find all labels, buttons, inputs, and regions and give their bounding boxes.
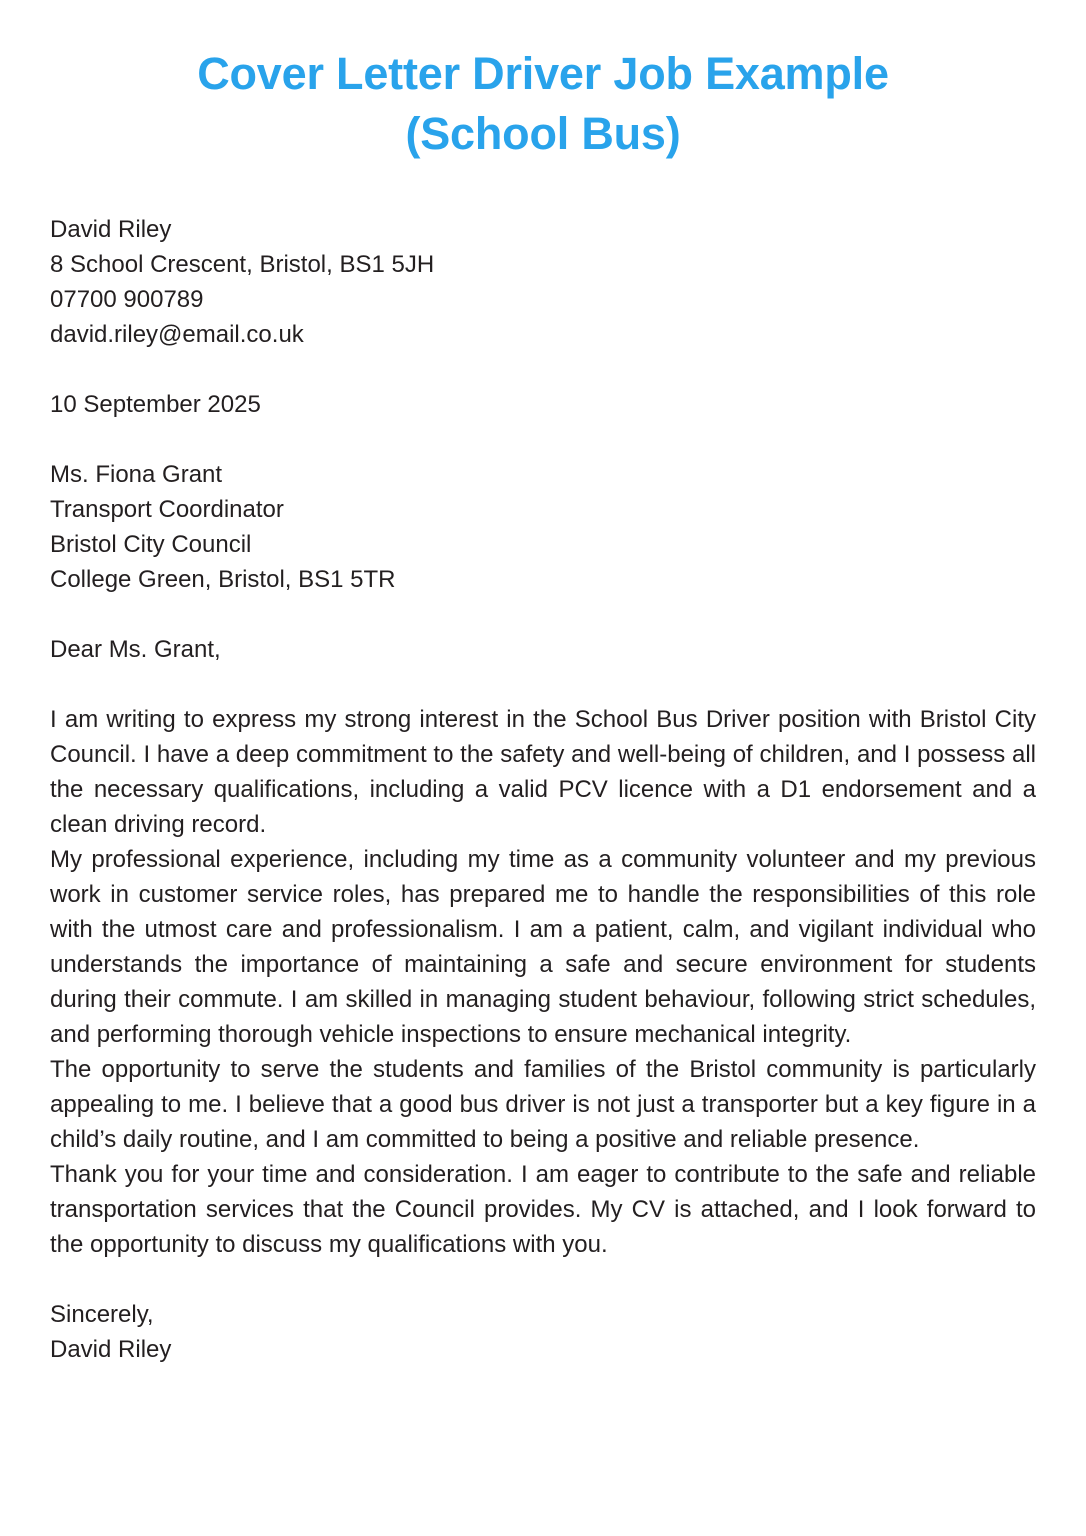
- sender-address: 8 School Crescent, Bristol, BS1 5JH: [50, 250, 435, 278]
- letter-body: [50, 212, 1036, 1367]
- recipient-organisation: Bristol City Council: [50, 530, 252, 558]
- recipient-address: College Green, Bristol, BS1 5TR: [50, 565, 396, 593]
- sender-block: [50, 212, 1036, 352]
- letter-date: 10 September 2025: [50, 390, 261, 418]
- body-paragraph-4: Thank you for your time and consideration. I am eager to contribute to the safe and reliable transportation services that the Council provides. My CV is attached, and I look forward to the opportunity to discuss my qualifications with you.: [50, 1160, 1036, 1258]
- recipient-name: Ms. Fiona Grant: [50, 460, 223, 488]
- sender-name: David Riley: [50, 215, 172, 243]
- signature-name: David Riley: [50, 1335, 172, 1363]
- recipient-block: [50, 457, 1036, 597]
- date-block: [50, 387, 1036, 422]
- spacer-after-salutation: [50, 667, 1036, 702]
- spacer-before-closing: [50, 1262, 1036, 1297]
- spacer-after-sender: [50, 352, 1036, 387]
- page-title-line-1: Cover Letter Driver Job Example: [197, 48, 889, 99]
- sender-email: david.riley@email.co.uk: [50, 320, 304, 348]
- spacer-after-date: [50, 422, 1036, 457]
- body-paragraph-3: The opportunity to serve the students and families of the Bristol community is particularly appealing to me. I believe that a good bus driver is not just a transporter but a key figure in a child’s daily routine, and I am committed to being a positive and reliable presence.: [50, 1055, 1036, 1153]
- closing-valediction: Sincerely,: [50, 1300, 154, 1328]
- recipient-job-title: Transport Coordinator: [50, 495, 284, 523]
- closing-block: [50, 1297, 1036, 1367]
- body-paragraph-2: My professional experience, including my time as a community volunteer and my previous work in customer service roles, has prepared me to handle the responsibilities of this role with the utmost care and professionalism. I am a patient, calm, and vigilant individual who understands the importance of maintaining a safe and secure environment for students during their commute. I am skilled in managing student behaviour, following strict schedules, and performing thorough vehicle inspections to ensure mechanical integrity.: [50, 845, 1036, 1048]
- sender-phone: 07700 900789: [50, 285, 204, 313]
- page-title-line-2: (School Bus): [405, 107, 681, 159]
- salutation: Dear Ms. Grant,: [50, 635, 221, 663]
- body-paragraph-1: I am writing to express my strong interest in the School Bus Driver position with Bristol City Council. I have a deep commitment to the safety and well-being of children, and I possess all the necessary qualifications, including a valid PCV licence with a D1 endorsement and a clean driving record.: [50, 705, 1036, 838]
- page-title: [50, 0, 1036, 164]
- spacer-after-recipient: [50, 597, 1036, 632]
